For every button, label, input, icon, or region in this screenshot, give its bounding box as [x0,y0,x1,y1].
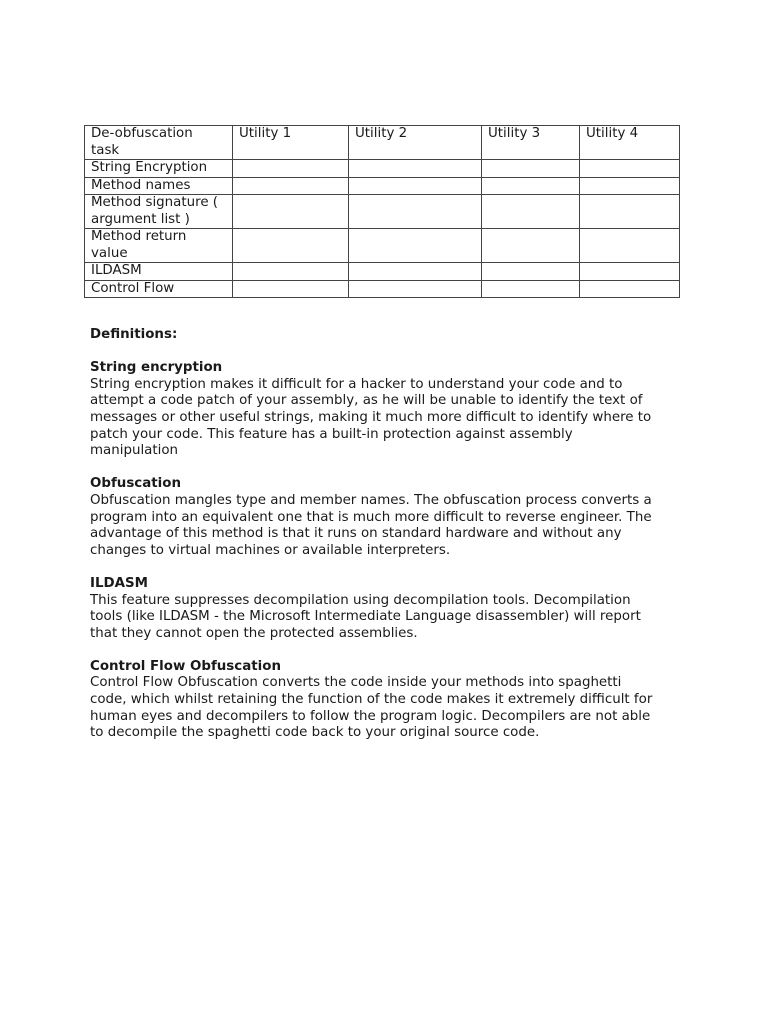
table-row [85,280,680,298]
table-cell [349,263,482,281]
row-label-control-flow: Control Flow [85,280,233,298]
table-cell [349,229,482,263]
row-label-string-encryption: String Encryption [85,160,233,178]
table-cell [580,160,680,178]
table-cell [349,160,482,178]
table-row [85,229,680,263]
section-title-ildasm: ILDASM [90,575,148,591]
table-cell [482,280,580,298]
row-label-method-return-value: Method return value [85,229,233,263]
table-cell [482,160,580,178]
table-cell [580,263,680,281]
table-cell [349,280,482,298]
section-body-control-flow: Control Flow Obfuscation converts the code inside your methods into spaghetti code, which whilst retaining the function of the code makes it extremely difficult for human eyes and decompilers to follow the program logic. Decompilers are not able to decompile the spaghetti code back to your original source code. [90,675,653,741]
table-cell [349,177,482,195]
section-title-control-flow: Control Flow Obfuscation [90,658,281,674]
row-label-method-signature: Method signature ( argument list ) [85,195,233,229]
table-cell [482,229,580,263]
section-body-ildasm: This feature suppresses decompilation using decompilation tools. Decompilation tools (like ILDASM - the Microsoft Intermediate Language disassembler) will report that they cannot open the protected assemblies. [90,592,641,641]
table-cell [233,263,349,281]
table-row [85,195,680,229]
table-cell [580,177,680,195]
section-title-obfuscation: Obfuscation [90,476,181,492]
table-cell [233,177,349,195]
table-cell [482,177,580,195]
table-cell [580,229,680,263]
row-label-ildasm: ILDASM [85,263,233,281]
table-cell [580,280,680,298]
table-cell [233,229,349,263]
section-body-string-encryption: String encryption makes it difficult for a hacker to understand your code and to attempt a code patch of your assembly, as he will be unable to identify the text of messages or other useful strings, making it much more difficult to identify where to patch your code. This feature has a built-in protection against assembly manipulation [90,376,652,459]
definitions-section [90,327,690,742]
table-row [85,160,680,178]
row-label-method-names: Method names [85,177,233,195]
deobfuscation-utility-table [84,125,680,298]
section-title-string-encryption: String encryption [90,360,223,376]
header-cell-utility-1: Utility 1 [233,126,349,160]
table-row [85,263,680,281]
table-header-row [85,126,680,160]
table-cell [233,280,349,298]
section-body-obfuscation: Obfuscation mangles type and member names. The obfuscation process converts a program into an equivalent one that is much more difficult to reverse engineer. The advantage of this method is that it runs on standard hardware and without any changes to virtual machines or available interpreters. [90,492,652,558]
definitions-heading: Definitions: [90,327,178,342]
table-cell [580,195,680,229]
header-cell-utility-3: Utility 3 [482,126,580,160]
header-cell-utility-2: Utility 2 [349,126,482,160]
table-row [85,177,680,195]
table-cell [233,195,349,229]
table-cell [482,263,580,281]
table-cell [233,160,349,178]
table-cell [482,195,580,229]
header-cell-utility-4: Utility 4 [580,126,680,160]
table-cell [349,195,482,229]
header-cell-task: De-obfuscation task [85,126,233,160]
